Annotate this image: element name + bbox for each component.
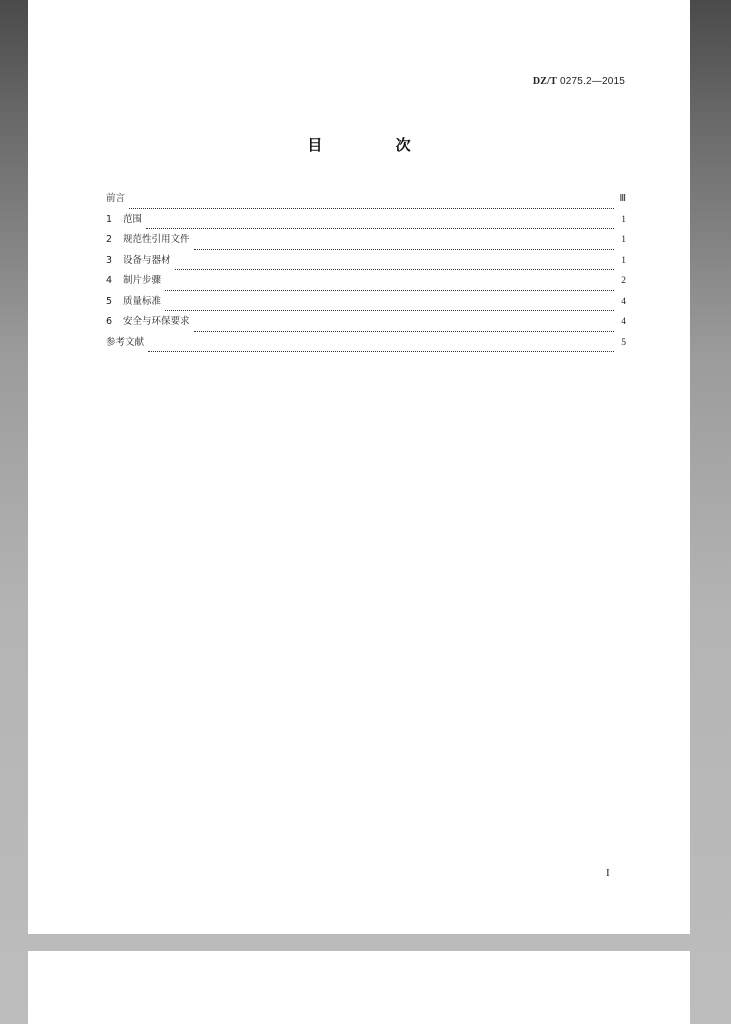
- toc-leader-dots: [165, 310, 614, 311]
- toc-entry-page: 4: [621, 317, 626, 327]
- table-of-contents: [106, 190, 626, 354]
- toc-leader-dots: [194, 249, 614, 250]
- toc-entry-label: 设备与器材: [123, 254, 171, 266]
- toc-entry-4: [106, 272, 626, 293]
- toc-entry-3: [106, 252, 626, 273]
- toc-entry-6: [106, 313, 626, 334]
- toc-entry-page: Ⅲ: [619, 194, 626, 204]
- toc-entry-number: 4: [106, 275, 113, 286]
- toc-entry-label: 安全与环保要求: [123, 316, 190, 327]
- standard-code: [533, 76, 625, 87]
- document-page: [28, 0, 690, 934]
- toc-entry-number: 3: [106, 254, 113, 266]
- standard-code-prefix: DZ/T: [532, 76, 557, 87]
- toc-entry-label: 制片步骤: [123, 275, 162, 286]
- toc-leader-dots: [129, 208, 614, 209]
- toc-leader-dots: [194, 331, 614, 332]
- toc-entry-page: 5: [621, 337, 626, 348]
- toc-entry-references: [106, 334, 626, 355]
- toc-leader-dots: [165, 290, 614, 291]
- toc-entry-2: [106, 231, 626, 252]
- toc-leader-dots: [175, 269, 614, 270]
- toc-entry-page: 4: [621, 296, 626, 307]
- toc-entry-foreword: [106, 190, 626, 211]
- toc-leader-dots: [146, 228, 614, 229]
- toc-entry-page: 2: [621, 276, 626, 286]
- toc-entry-number: 6: [106, 316, 113, 327]
- toc-entry-number: 5: [106, 295, 113, 307]
- toc-entry-label: 规范性引用文件: [123, 234, 190, 245]
- page-number: I: [606, 867, 610, 879]
- toc-leader-dots: [148, 351, 614, 352]
- toc-entry-page: 1: [621, 235, 626, 245]
- toc-entry-page: 1: [621, 255, 626, 266]
- next-document-page: [28, 951, 690, 1024]
- page-title: 目 次: [307, 136, 445, 154]
- toc-entry-5: [106, 293, 626, 314]
- toc-entry-label: 参考文献: [106, 336, 145, 348]
- standard-code-number: 0275.2—2015: [559, 76, 625, 87]
- toc-entry-page: 1: [621, 214, 626, 225]
- toc-entry-label: 范围: [123, 213, 143, 225]
- toc-entry-label: 质量标准: [123, 295, 162, 307]
- toc-entry-label: 前言: [106, 193, 126, 204]
- toc-entry-1: [106, 211, 626, 232]
- toc-entry-number: 1: [106, 213, 113, 225]
- toc-entry-number: 2: [106, 234, 113, 245]
